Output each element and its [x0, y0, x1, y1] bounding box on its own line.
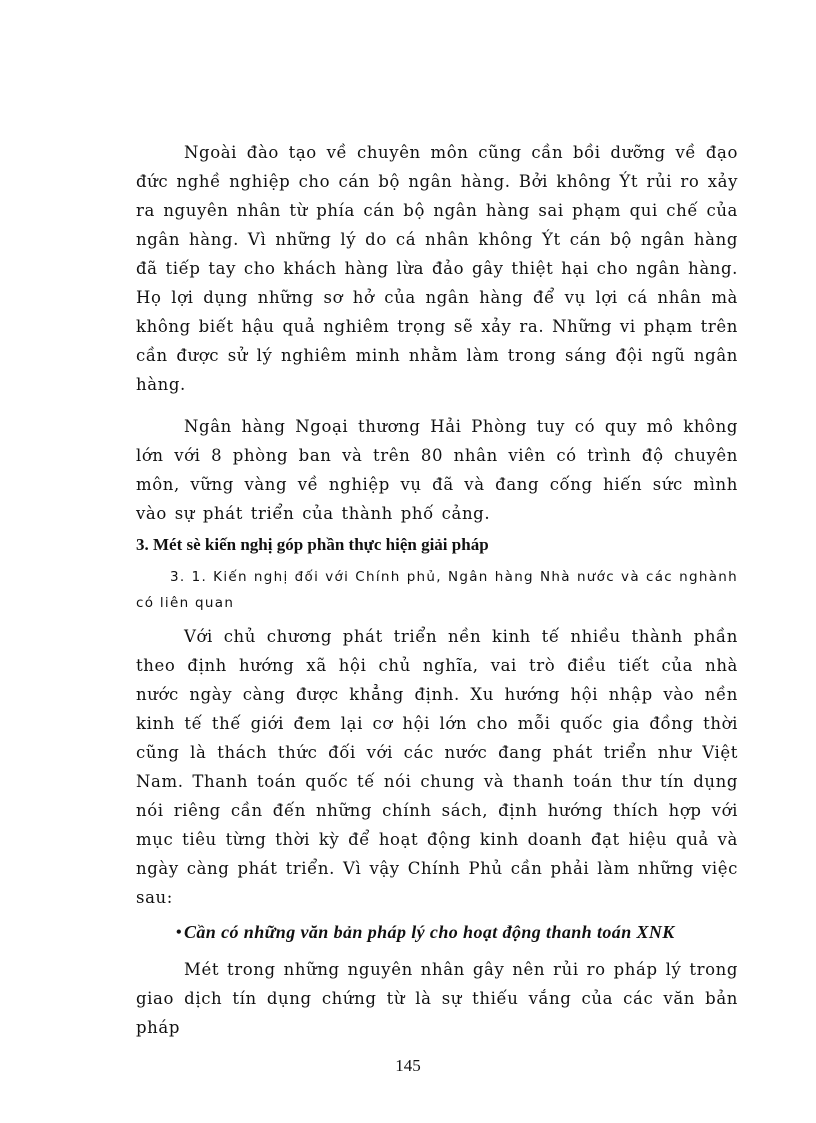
- paragraph-ethics-training: Ngoài đào tạo về chuyên môn cũng cần bồi dưỡng về đạo đức nghề nghiệp cho cán bộ ngân hàng. Bởi không Ýt rủi ro xảy ra nguyên nhân từ phía cán bộ ngân hàng sai phạm qui chế của ngân hàng. Vì những lý do cá nhân không Ýt cán bộ ngân hàng đã tiếp tay cho khách hàng lừa đảo gây thiệt hại cho ngân hàng. Họ lợi dụng những sơ hở của ngân hàng để vụ lợi cá nhân mà không biết hậu quả nghiêm trọng sẽ xảy ra. Những vi phạm trên cần được sử lý nghiêm minh nhằm làm trong sáng đội ngũ ngân hàng.: [136, 143, 738, 394]
- bullet-icon: •: [176, 924, 183, 941]
- page-number: 145: [395, 1056, 421, 1075]
- bullet-item: [136, 918, 738, 947]
- subsection-heading: 3. 1. Kiến nghị đối với Chính phủ, Ngân hàng Nhà nước và các nghành có liên quan: [136, 569, 738, 611]
- paragraph-legal-risk: Mét trong những nguyên nhân gây nên rủi ro pháp lý trong giao dịch tín dụng chứng từ là sự thiếu vắng của các văn bản pháp: [136, 960, 738, 1037]
- bullet-text: Cần có những văn bản pháp lý cho hoạt động thanh toán XNK: [184, 922, 675, 942]
- paragraph-haiphong-bank: Ngân hàng Ngoại thương Hải Phòng tuy có quy mô không lớn với 8 phòng ban và trên 80 nhân viên có trình độ chuyên môn, vững vàng về nghiệp vụ đã và đang cống hiến sức mình vào sự phát triển của thành phố cảng.: [136, 417, 738, 523]
- paragraph-government-role: Với chủ chương phát triển nền kinh tế nhiều thành phần theo định hướng xã hội chủ nghĩa, vai trò điều tiết của nhà nước ngày càng được khẳng định. Xu hướng hội nhập vào nền kinh tế thế giới đem lại cơ hội lớn cho mỗi quốc gia đồng thời cũng là thách thức đối với các nước đang phát triển như Việt Nam. Thanh toán quốc tế nói chung và thanh toán thư tín dụng nói riêng cần đến những chính sách, định hướng thích hợp với mục tiêu từng thời kỳ để hoạt động kinh doanh đạt hiệu quả và ngày càng phát triển. Vì vậy Chính Phủ cần phải làm những việc sau:: [136, 627, 738, 907]
- section-heading: 3. Mét sè kiến nghị góp phần thực hiện giải pháp: [136, 535, 489, 554]
- page-content: [136, 138, 738, 1042]
